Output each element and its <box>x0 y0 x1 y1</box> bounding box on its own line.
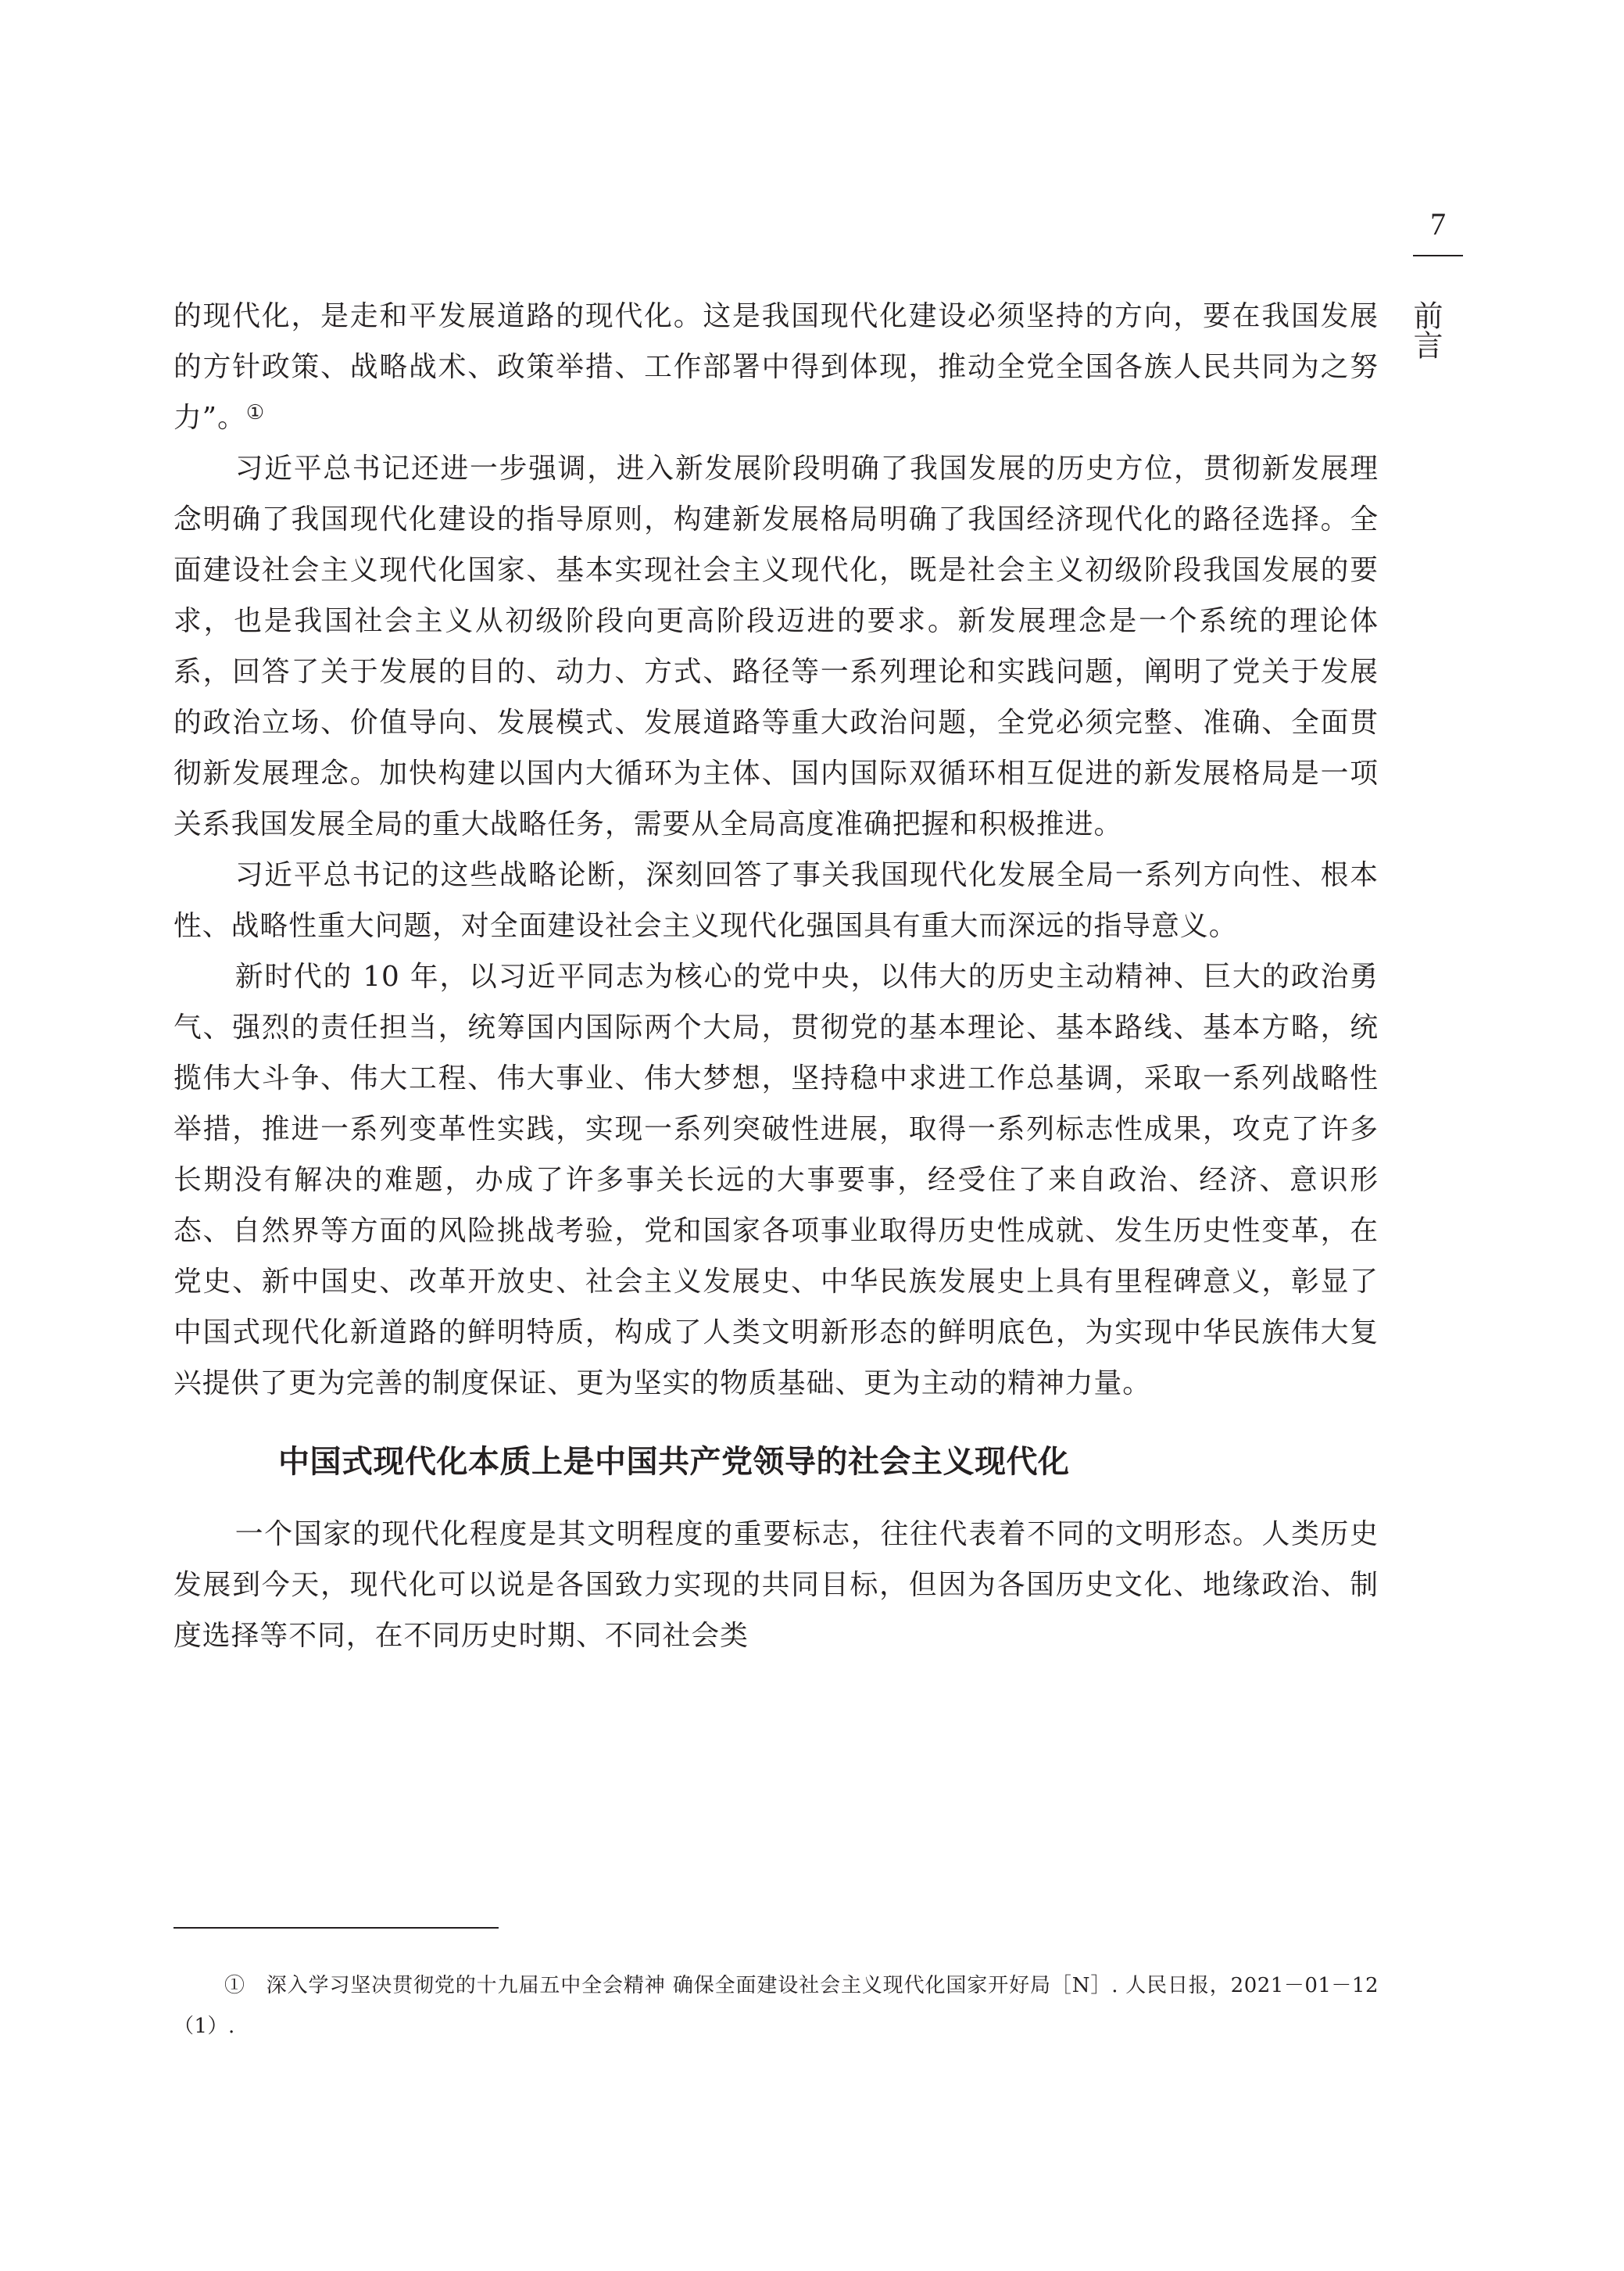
page-number: 7 <box>1430 206 1446 242</box>
paragraph-continuation <box>173 291 1379 443</box>
footnote-rule <box>173 1927 499 1929</box>
paragraph: 新时代的 10 年，以习近平同志为核心的党中央，以伟大的历史主动精神、巨大的政治勇气、强烈的责任担当，统筹国内国际两个大局，贯彻党的基本理论、基本路线、基本方略，统揽伟大斗争、伟大工程、伟大事业、伟大梦想，坚持稳中求进工作总基调，采取一系列战略性举措，推进一系列变革性实践，实现一系列突破性进展，取得一系列标志性成果，攻克了许多长期没有解决的难题，办成了许多事关长远的大事要事，经受住了来自政治、经济、意识形态、自然界等方面的风险挑战考验，党和国家各项事业取得历史性成就、发生历史性变革，在党史、新中国史、改革开放史、社会主义发展史、中华民族发展史上具有里程碑意义，彰显了中国式现代化新道路的鲜明特质，构成了人类文明新形态的鲜明底色，为实现中华民族伟大复兴提供了更为完善的制度保证、更为坚实的物质基础、更为主动的精神力量。 <box>173 961 1379 1399</box>
paragraph-text: 的现代化，是走和平发展道路的现代化。这是我国现代化建设必须坚持的方向，要在我国发展的方针政策、战略战术、政策举措、工作部署中得到体现，推动全党全国各族人民共同为之努力”。 <box>173 300 1379 434</box>
header-rule <box>1413 255 1463 256</box>
paragraph: 习近平总书记的这些战略论断，深刻回答了事关我国现代化发展全局一系列方向性、根本性、战略性重大问题，对全面建设社会主义现代化强国具有重大而深远的指导意义。 <box>173 859 1379 942</box>
paragraph: 一个国家的现代化程度是其文明程度的重要标志，往往代表着不同的文明形态。人类历史发展到今天，现代化可以说是各国致力实现的共同目标，但因为各国历史文化、地缘政治、制度选择等不同，在不同历史时期、不同社会类 <box>173 1518 1379 1652</box>
body-text <box>173 291 1379 1661</box>
footnote: ① 深入学习坚决贯彻党的十九届五中全会精神 确保全面建设社会主义现代化国家开好局［N］. 人民日报，2021－01－12（1）. <box>173 1974 1379 2038</box>
paragraph: 习近平总书记还进一步强调，进入新发展阶段明确了我国发展的历史方位，贯彻新发展理念明确了我国现代化建设的指导原则，构建新发展格局明确了我国经济现代化的路径选择。全面建设社会主义现代化国家、基本实现社会主义现代化，既是社会主义初级阶段我国发展的要求，也是我国社会主义从初级阶段向更高阶段迈进的要求。新发展理念是一个系统的理论体系，回答了关于发展的目的、动力、方式、路径等一系列理论和实践问题，阐明了党关于发展的政治立场、价值导向、发展模式、发展道路等重大政治问题，全党必须完整、准确、全面贯彻新发展理念。加快构建以国内大循环为主体、国内国际双循环相互促进的新发展格局是一项关系我国发展全局的重大战略任务，需要从全局高度准确把握和积极推进。 <box>173 453 1379 840</box>
section-heading: 中国式现代化本质上是中国共产党领导的社会主义现代化 <box>278 1444 1070 1480</box>
footnote-reference[interactable]: ① <box>245 401 266 424</box>
section-label: 前言 <box>1408 300 1443 360</box>
